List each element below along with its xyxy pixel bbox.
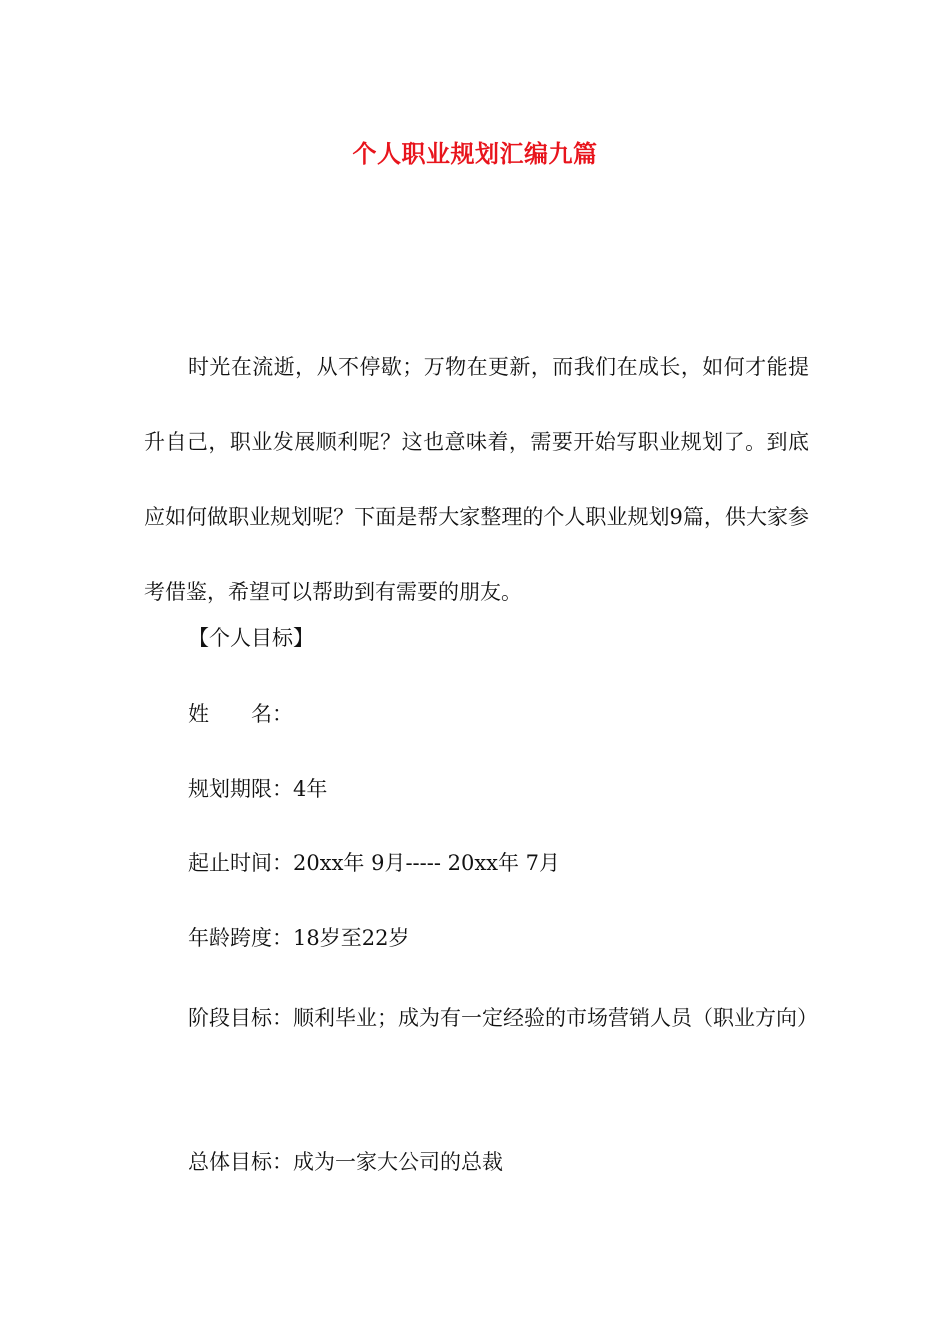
overall-goal-line: 总体目标：成为一家大公司的总裁 (188, 1150, 503, 1174)
period-line: 规划期限：4年 (188, 777, 328, 801)
stage-goal-paragraph: 阶段目标：顺利毕业；成为有一定经验的市场营销人员（职业方向） (188, 1006, 818, 1030)
name-line: 姓 名： (188, 702, 293, 726)
section-heading: 【个人目标】 (188, 626, 314, 650)
intro-paragraph: 时光在流逝，从不停歇；万物在更新，而我们在成长，如何才能提升自己，职业发展顺利呢？这也意味着，需要开始写职业规划了。到底应如何做职业规划呢？下面是帮大家整理的个人职业规划9篇，供大家参考借鉴，希望可以帮助到有需要的朋友。 (144, 355, 809, 604)
age-line: 年龄跨度：18岁至22岁 (188, 926, 410, 950)
document-title: 个人职业规划汇编九篇 (352, 139, 598, 168)
time-line: 起止时间：20xx年 9月----- 20xx年 7月 (188, 851, 561, 875)
